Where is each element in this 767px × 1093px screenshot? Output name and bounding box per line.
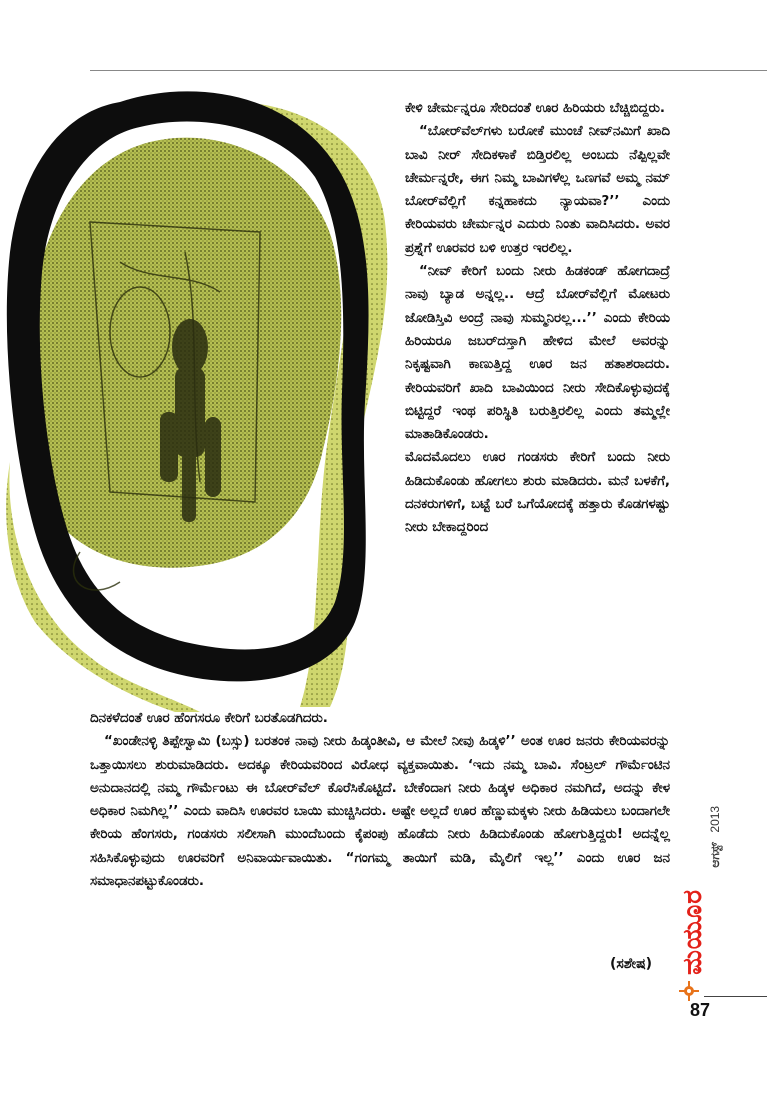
page-number: 87 [690, 1000, 711, 1020]
paragraph: ಕೇಳಿ ಚೇರ್ಮನ್ನರೂ ಸೇರಿದಂತೆ ಊರ ಹಿರಿಯರು ಬೆಚ್ಚಿಬಿದ್ದರು. [405, 101, 665, 116]
paragraph: “ನೀವ್ ಕೇರಿಗೆ ಬಂದು ನೀರು ಹಿಡಕಂಡ್ ಹೋಗದಾದ್ರೆ ನಾವು ಬ್ಯಾಡ ಅನ್ನಲ್ಲ.. ಆದ್ರೆ ಬೋರ್‌ವೆಲ್ಲಿಗೆ ಮೋಟರು ಜೋಡಿಸ್ತಿವಿ ಅಂದ್ರೆ ನಾವು ಸುಮ್ಮನಿರಲ್ಲ...’’ ಎಂದು ಕೇರಿಯ ಹಿರಿಯರೂ ಜಬರ್‌ದಸ್ತಾಗಿ ಹೇಳಿದ ಮೇಲೆ ಅವರನ್ನು ನಿಕೃಷ್ಟವಾಗಿ ಕಾಣುತ್ತಿದ್ದ ಊರ ಜನ ಹತಾಶರಾದರು. ಕೇರಿಯವರಿಗೆ ಖಾದಿ ಬಾವಿಯಿಂದ ನೀರು ಸೇದಿಕೊಳ್ಳುವುದಕ್ಕೆ ಬಿಟ್ಟಿದ್ದರೆ ಇಂಥ ಪರಿಸ್ಥಿತಿ ಬರುತ್ತಿರಲಿಲ್ಲ ಎಂದು ತಮ್ಮಲ್ಲೇ ಮಾತಾಡಿಕೊಂಡರು. [405, 264, 670, 443]
to-be-continued: (ಸಶೇಷ) [609, 956, 652, 972]
article-column-right [405, 97, 670, 540]
paragraph: ದಿನಕಳೆದಂತೆ ಊರ ಹೆಂಗಸರೂ ಕೇರಿಗೆ ಬರತೊಡಗಿದರು. [90, 711, 328, 726]
paragraph: “ಖಂಡೇನಳ್ಳಿ ತಿಪ್ಪೇಸ್ವಾಮಿ (ಬಸ್ಸು) ಬರತಂಕ ನಾವು ನೀರು ಹಿಡ್ಕಂತೀವಿ, ಆ ಮೇಲೆ ನೀವು ಹಿಡ್ಕಳಿ’’ ಅಂತ ಊರ ಜನರು ಕೇರಿಯವರನ್ನು ಒತ್ತಾಯಿಸಲು ಶುರುಮಾಡಿದರು. ಅದಕ್ಕೂ ಕೇರಿಯವರಿಂದ ವಿರೋಧ ವ್ಯಕ್ತವಾಯಿತು. ‘ಇದು ನಮ್ಮ ಬಾವಿ. ಸೆಂಟ್ರಲ್ ಗೌರ್ಮೆಂಟಿನ ಅನುದಾನದಲ್ಲಿ ನಮ್ಮ ಗೌರ್ಮೆಂಟು ಈ ಬೋರ್‌ವೆಲ್ ಕೊರೆಸಿಕೊಟ್ಟಿದೆ. ಬೇಕೆಂದಾಗ ನೀರು ಹಿಡ್ಕಳ ಅಧಿಕಾರ ನಮಗಿದೆ, ಅದನ್ನು ಕೇಳ ಅಧಿಕಾರ ನಿಮಗಿಲ್ಲ’’ ಎಂದು ವಾದಿಸಿ ಊರವರ ಬಾಯಿ ಮುಚ್ಚಿಸಿದರು. ಅಷ್ಟೇ ಅಲ್ಲದೆ ಊರ ಹೆಣ್ಣುಮಕ್ಕಳು ನೀರು ಹಿಡಿಯಲು ಬಂದಾಗಲೇ ಕೇರಿಯ ಹೆಂಗಸರು, ಗಂಡಸರು ಸಲೀಸಾಗಿ ಮುಂದೆಬಂದು ಕೈಪಂಪು ಹೊಡೆದು ನೀರು ಹಿಡಿದುಕೊಂಡು ಹೋಗುತ್ತಿದ್ದರು! ಅದನ್ನೆಲ್ಲ ಸಹಿಸಿಕೊಳ್ಳುವುದು ಊರವರಿಗೆ ಅನಿವಾರ್ಯವಾಯಿತು. “ಗಂಗಮ್ಮ ತಾಯಿಗೆ ಮಡಿ, ಮೈಲಿಗೆ ಇಲ್ಲ’’ ಎಂದು ಊರ ಜನ ಸಮಾಧಾನಪಟ್ಟುಕೊಂಡರು. [90, 734, 670, 890]
footer-rule [704, 996, 767, 997]
article-column-full [90, 707, 670, 893]
issue-month: ಆಗಸ್ಟ್ [708, 842, 722, 868]
illustration [0, 82, 400, 712]
paragraph: ಮೊದಮೊದಲು ಊರ ಗಂಡಸರು ಕೇರಿಗೆ ಬಂದು ನೀರು ಹಿಡಿದುಕೊಂಡು ಹೋಗಲು ಶುರು ಮಾಡಿದರು. ಮನೆ ಬಳಕೆಗೆ, ದನಕರುಗಳಿಗೆ, ಬಟ್ಟೆ ಬರೆ ಒಗೆಯೋದಕ್ಕೆ ಹತ್ತಾರು ಕೊಡಗಳಷ್ಟು ನೀರು ಬೇಕಾದ್ದರಿಂದ [405, 450, 670, 536]
ornament-icon [679, 981, 699, 1001]
issue-date [704, 806, 722, 868]
paragraph: “ಬೋರ್‌ವೆಲ್‌ಗಳು ಬರೋಕೆ ಮುಂಚೆ ನೀವ್‌ನಮಿಗೆ ಖಾದಿ ಬಾವಿ ನೀರ್ ಸೇದಿಕಳಾಕೆ ಬಿಡ್ತಿರಲಿಲ್ಲ ಅಂಬದು ನೆಪ್ಪಿಲ್ಲವೇ ಚೇರ್ಮನ್ನರೇ, ಈಗ ನಿಮ್ಮ ಬಾವಿಗಳೆಲ್ಲ ಒಣಗವೆ ಅಮ್ಮ ನಮ್ ಬೋರ್‌ವೆಲ್ಲಿಗೆ ಕನ್ನಹಾಕದು ನ್ಯಾಯವಾ?’’ ಎಂದು ಕೇರಿಯವರು ಚೇರ್ಮನ್ನರ ಎದುರು ನಿಂತು ವಾದಿಸಿದರು. ಅವರ ಪ್ರಶ್ನೆಗೆ ಊರವರ ಬಳಿ ಉತ್ತರ ಇರಲಿಲ್ಲ. [405, 124, 670, 256]
issue-year: 2013 [708, 806, 722, 833]
magazine-logo [676, 880, 710, 984]
top-rule [90, 70, 767, 71]
magazine-name: ಮಯೂರ [678, 889, 708, 975]
